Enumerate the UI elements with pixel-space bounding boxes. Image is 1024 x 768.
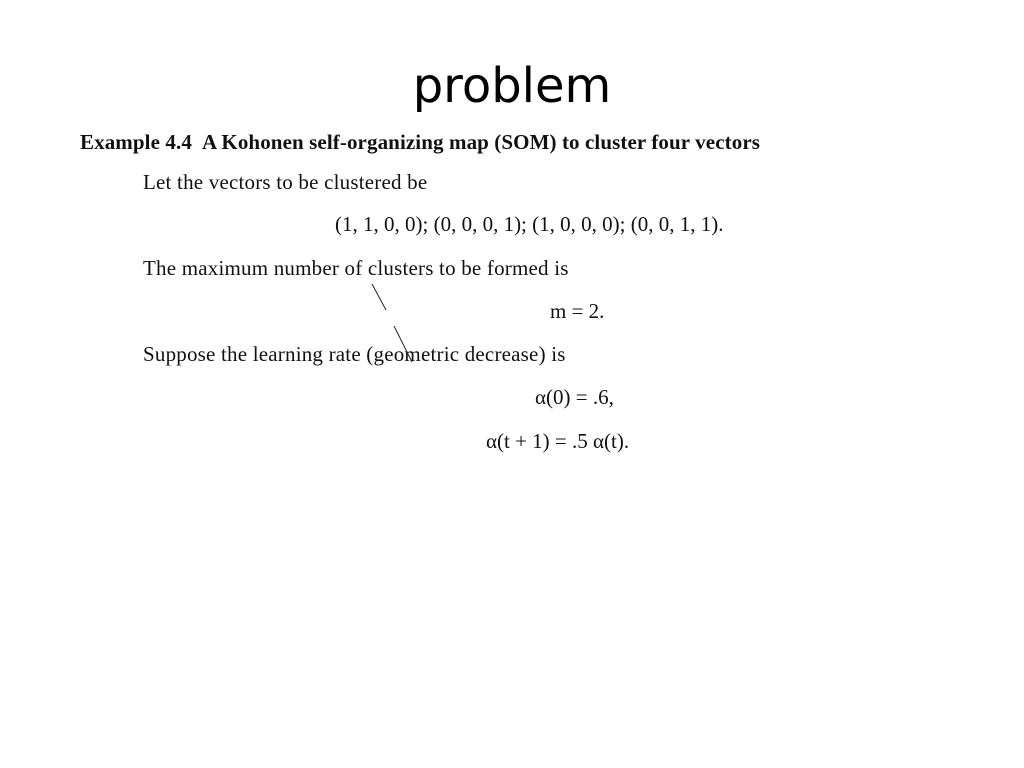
alpha-initial-equation: α(0) = .6, <box>535 385 614 409</box>
learning-rate-text: Suppose the learning rate (geometric decrease) is <box>143 342 566 366</box>
vectors-equation: (1, 1, 0, 0); (0, 0, 0, 1); (1, 0, 0, 0); (0, 0, 1, 1). <box>335 212 724 236</box>
pen-stroke-mark <box>368 282 424 370</box>
example-heading-text: A Kohonen self-organizing map (SOM) to cluster four vectors <box>201 130 761 154</box>
intro-text: Let the vectors to be clustered be <box>143 170 428 194</box>
example-label: Example 4.4 <box>80 130 192 154</box>
clusters-text: The maximum number of clusters to be formed is <box>143 256 569 280</box>
clusters-equation: m = 2. <box>550 299 605 323</box>
example-heading <box>80 130 760 155</box>
pen-stroke-lower <box>394 326 412 362</box>
alpha-update-equation: α(t + 1) = .5 α(t). <box>486 429 630 453</box>
slide-title: problem <box>412 58 612 114</box>
pen-stroke-upper <box>372 284 386 310</box>
